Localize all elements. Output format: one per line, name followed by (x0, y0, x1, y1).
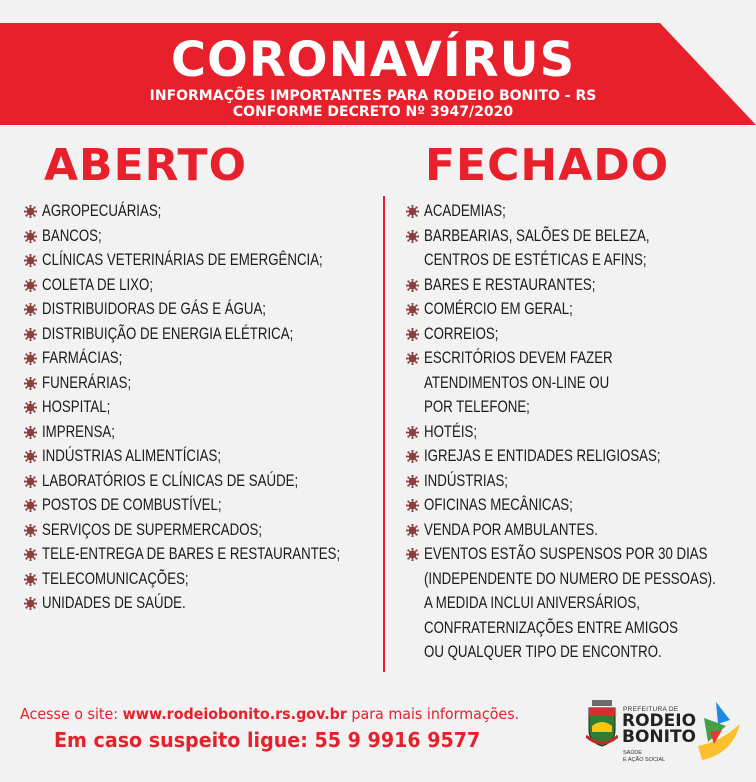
list-item-text: EVENTOS ESTÃO SUSPENSOS POR 30 DIAS (424, 544, 708, 563)
list-item-text: CONFRATERNIZAÇÕES ENTRE AMIGOS (424, 617, 678, 637)
virus-bullet-icon (24, 426, 37, 439)
virus-bullet-icon (24, 475, 37, 488)
list-item-text: FUNERÁRIAS; (42, 372, 132, 392)
virus-bullet-icon (24, 205, 37, 218)
fechado-list-item (406, 444, 751, 469)
aberto-list-item (24, 224, 374, 249)
list-item-text: COLETA DE LIXO; (42, 274, 154, 294)
virus-bullet-icon (406, 475, 419, 488)
aberto-list-item (24, 297, 374, 322)
list-item-text: CLÍNICAS VETERINÁRIAS DE EMERGÊNCIA; (42, 250, 323, 269)
fechado-heading: FECHADO (425, 140, 670, 191)
virus-bullet-icon (24, 230, 37, 243)
virus-bullet-icon (406, 499, 419, 512)
banner-title: CORONAVÍRUS (170, 32, 576, 88)
fechado-list (406, 199, 751, 665)
aberto-heading: ABERTO (44, 140, 247, 191)
virus-bullet-icon (24, 548, 37, 561)
list-item-text: POR TELEFONE; (424, 397, 530, 416)
virus-bullet-icon (24, 352, 37, 365)
list-item-text: IMPRENSA; (42, 421, 115, 441)
aberto-list-item (24, 493, 374, 518)
list-item-text: INDÚSTRIAS; (424, 470, 508, 490)
footer-site-url[interactable]: www.rodeiobonito.rs.gov.br (122, 705, 347, 723)
list-item-text: TELE-ENTREGA DE BARES E RESTAURANTES; (42, 544, 341, 563)
fechado-list-item-continuation (406, 395, 751, 420)
list-item-text: OU QUALQUER TIPO DE ENCONTRO. (424, 642, 662, 661)
fechado-list-item (406, 297, 751, 322)
logo-tag-line2: E AÇÃO SOCIAL (623, 757, 666, 763)
column-divider (383, 196, 385, 672)
list-item-text: ACADEMIAS; (424, 201, 506, 220)
virus-bullet-icon (406, 524, 419, 537)
prefeitura-logo (586, 698, 746, 768)
list-item-text: INDÚSTRIAS ALIMENTÍCIAS; (42, 446, 222, 465)
logo-name-line2: BONITO (622, 727, 697, 747)
fechado-list-item (406, 493, 751, 518)
virus-bullet-icon (406, 548, 419, 561)
virus-bullet-icon (24, 450, 37, 463)
logo-swoosh-icon (696, 702, 742, 762)
list-item-text: SERVIÇOS DE SUPERMERCADOS; (42, 519, 263, 539)
virus-bullet-icon (406, 426, 419, 439)
fechado-list-item-continuation (406, 616, 751, 641)
banner-subtitle-2: CONFORME DECRETO Nº 3947/2020 (232, 104, 514, 120)
virus-bullet-icon (24, 279, 37, 292)
virus-bullet-icon (24, 499, 37, 512)
footer-phone-line: Em caso suspeito ligue: 55 9 9916 9577 (54, 728, 481, 752)
fechado-list-item (406, 224, 751, 249)
banner-subtitle-1: INFORMAÇÕES IMPORTANTES PARA RODEIO BONITO - RS (149, 88, 597, 104)
fechado-list-item (406, 322, 751, 347)
fechado-list-item (406, 346, 751, 371)
list-item-text: UNIDADES DE SAÚDE. (42, 593, 186, 612)
logo-tag-line1: SAÚDE (623, 750, 642, 756)
aberto-list-item (24, 346, 374, 371)
list-item-text: LABORATÓRIOS E CLÍNICAS DE SAÚDE; (42, 470, 299, 490)
footer-site-text (20, 705, 519, 723)
virus-bullet-icon (24, 597, 37, 610)
fechado-list-item-continuation (406, 248, 751, 273)
virus-bullet-icon (406, 230, 419, 243)
virus-bullet-icon (24, 303, 37, 316)
list-item-text: CORREIOS; (424, 323, 499, 343)
footer-site-suffix: para mais informações. (346, 705, 520, 723)
list-item-text: BANCOS; (42, 225, 102, 245)
list-item-text: POSTOS DE COMBUSTÍVEL; (42, 495, 222, 514)
virus-bullet-icon (24, 254, 37, 267)
list-item-text: BARES E RESTAURANTES; (424, 274, 596, 294)
fechado-list-item (406, 273, 751, 298)
list-item-text: (INDEPENDENTE DO NUMERO DE PESSOAS). (424, 568, 716, 588)
fechado-list-item-continuation (406, 640, 751, 665)
aberto-list-item (24, 518, 374, 543)
footer-site-prefix: Acesse o site: (20, 705, 123, 723)
virus-bullet-icon (24, 377, 37, 390)
aberto-list-item (24, 469, 374, 494)
aberto-list (24, 199, 374, 616)
fechado-list-item (406, 199, 751, 224)
aberto-list-item (24, 444, 374, 469)
fechado-list-item-continuation (406, 567, 751, 592)
aberto-list-item (24, 199, 374, 224)
aberto-list-item (24, 273, 374, 298)
fechado-list-item (406, 469, 751, 494)
virus-bullet-icon (406, 279, 419, 292)
aberto-list-item (24, 322, 374, 347)
aberto-list-item (24, 395, 374, 420)
virus-bullet-icon (24, 401, 37, 414)
aberto-list-item (24, 371, 374, 396)
list-item-text: A MEDIDA INCLUI ANIVERSÁRIOS, (424, 593, 640, 612)
aberto-list-item (24, 248, 374, 273)
list-item-text: COMÉRCIO EM GERAL; (424, 299, 573, 318)
virus-bullet-icon (24, 524, 37, 537)
virus-bullet-icon (406, 205, 419, 218)
virus-bullet-icon (406, 352, 419, 365)
virus-bullet-icon (24, 328, 37, 341)
list-item-text: TELECOMUNICAÇÕES; (42, 568, 189, 588)
list-item-text: ESCRITÓRIOS DEVEM FAZER (424, 348, 613, 367)
virus-bullet-icon (406, 328, 419, 341)
list-item-text: VENDA POR AMBULANTES. (424, 519, 598, 539)
list-item-text: AGROPECUÁRIAS; (42, 201, 162, 220)
list-item-text: OFICINAS MECÂNICAS; (424, 495, 573, 514)
fechado-list-item (406, 542, 751, 567)
municipal-crest-icon (586, 700, 618, 748)
logo-prefeitura-text: PREFEITURA DE (623, 706, 679, 713)
fechado-list-item (406, 518, 751, 543)
list-item-text: HOTÉIS; (424, 421, 478, 441)
list-item-text: IGREJAS E ENTIDADES RELIGIOSAS; (424, 446, 661, 465)
list-item-text: FARMÁCIAS; (42, 348, 123, 367)
list-item-text: DISTRIBUIDORAS DE GÁS E ÁGUA; (42, 299, 266, 318)
list-item-text: ATENDIMENTOS ON-LINE OU (424, 372, 610, 392)
list-item-text: BARBEARIAS, SALÕES DE BELEZA, (424, 225, 650, 245)
logo-name-line1: RODEIO (622, 711, 697, 731)
fechado-list-item (406, 420, 751, 445)
list-item-text: HOSPITAL; (42, 397, 111, 416)
virus-bullet-icon (24, 573, 37, 586)
aberto-list-item (24, 542, 374, 567)
virus-bullet-icon (406, 450, 419, 463)
virus-bullet-icon (406, 303, 419, 316)
fechado-list-item-continuation (406, 371, 751, 396)
aberto-list-item (24, 420, 374, 445)
fechado-list-item-continuation (406, 591, 751, 616)
list-item-text: CENTROS DE ESTÉTICAS E AFINS; (424, 250, 647, 269)
aberto-list-item (24, 591, 374, 616)
aberto-list-item (24, 567, 374, 592)
list-item-text: DISTRIBUIÇÃO DE ENERGIA ELÉTRICA; (42, 323, 294, 343)
